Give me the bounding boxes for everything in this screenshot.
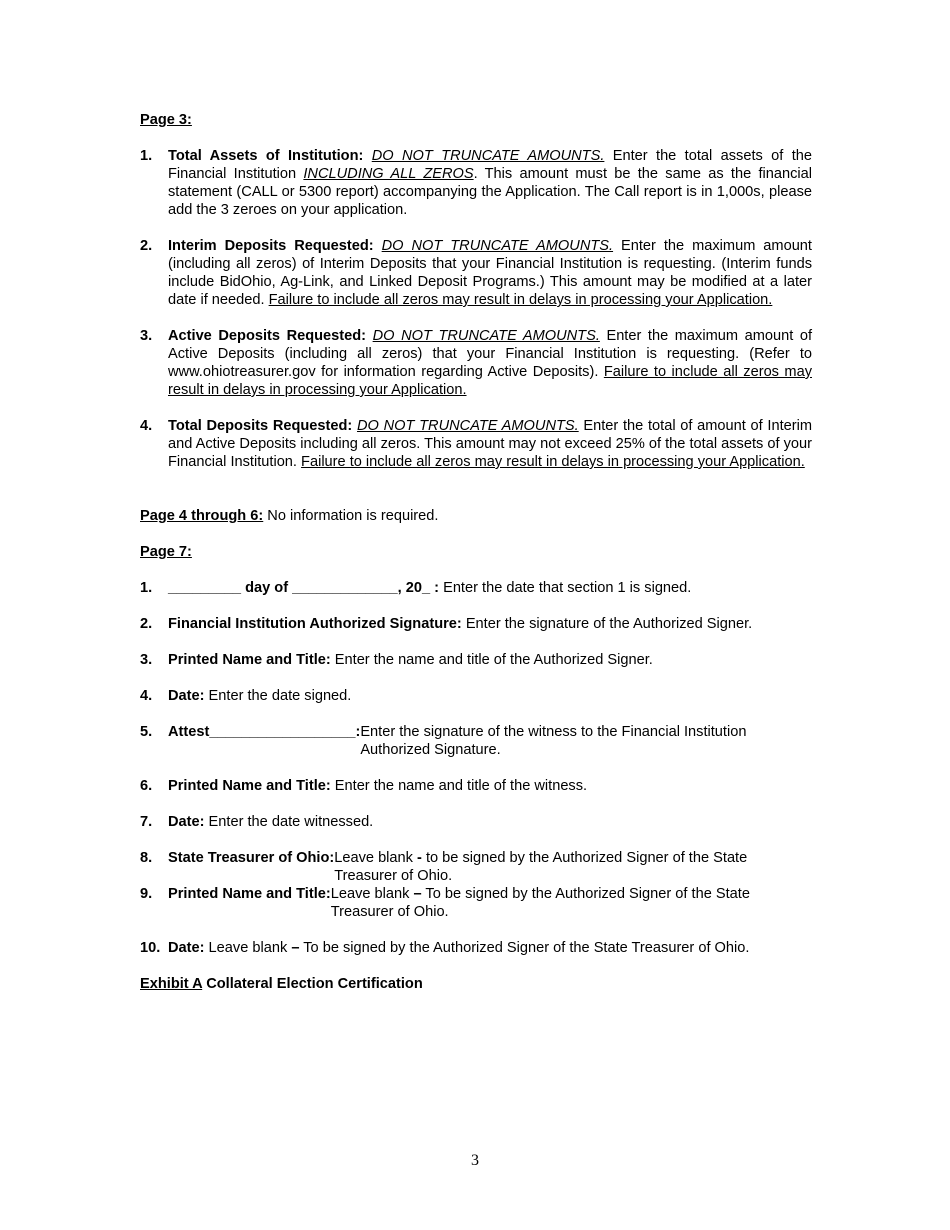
list-item xyxy=(140,327,812,399)
item-text: Enter the maximum amount (including all zeros) of Interim Deposits that your Financial Institution is requesting. (Interim funds include BidOhio, Ag-Link, and Linked Deposit Programs.) This amount may be modified at a later date if needed. xyxy=(168,238,812,308)
page-number: 3 xyxy=(471,1152,479,1169)
item-title: Total Deposits Requested: xyxy=(168,418,353,434)
item-dash: - xyxy=(417,850,422,866)
item-title: Interim Deposits Requested: xyxy=(168,238,374,254)
exhibit-label: Exhibit A xyxy=(140,976,203,992)
item-text-part: Leave blank xyxy=(334,850,418,866)
item-number: 4. xyxy=(140,418,153,434)
list-item xyxy=(140,417,812,471)
exhibit-title: Collateral Election Certification xyxy=(202,976,423,992)
item-number: 4. xyxy=(140,688,153,704)
item-number: 3. xyxy=(140,652,153,668)
page3-heading: Page 3: xyxy=(140,112,192,128)
item-label: Attest__________________: xyxy=(168,724,361,740)
page4to6-heading: Page 4 through 6: xyxy=(140,508,264,524)
list-item xyxy=(140,813,812,831)
item-text: . This amount must be the same as the financial statement (CALL or 5300 report) accompanying the Application. The Call report is in 1,000s, please add the 3 zeroes on your application. xyxy=(168,166,812,218)
item-text: Enter the maximum amount of Active Deposits (including all zeros) that your Financial Institution is requesting. (Refer to www.ohiotreasurer.gov for information regarding Active Deposits). xyxy=(168,328,812,380)
item-label: _________ day of _____________, 20_ : xyxy=(168,580,440,596)
item-warning: DO NOT TRUNCATE AMOUNTS. xyxy=(381,238,614,254)
item-label: Financial Institution Authorized Signature: xyxy=(168,616,462,632)
list-item xyxy=(140,885,812,921)
item-dash: – xyxy=(291,940,300,956)
item-text xyxy=(331,885,794,921)
item-warning: DO NOT TRUNCATE AMOUNTS. xyxy=(372,328,600,344)
item-emphasis: INCLUDING ALL ZEROS xyxy=(303,166,474,182)
list-item xyxy=(140,687,812,705)
page4to6-paragraph xyxy=(140,507,812,525)
item-text: Enter the date signed. xyxy=(204,688,352,704)
item-dash: – xyxy=(413,886,422,902)
item-text: Enter the signature of the witness to the Financial Institution Authorized Signature. xyxy=(360,724,747,758)
item-note: Failure to include all zeros may result in delays in processing your Application. xyxy=(268,292,773,308)
item-number: 2. xyxy=(140,616,153,632)
list-item xyxy=(140,939,812,957)
item-number: 7. xyxy=(140,814,153,830)
item-number: 10. xyxy=(140,940,161,956)
item-number: 2. xyxy=(140,238,153,254)
list-item xyxy=(140,615,812,633)
list-item xyxy=(140,723,812,759)
list-item xyxy=(140,579,812,597)
item-warning: DO NOT TRUNCATE AMOUNTS. xyxy=(371,148,605,164)
item-text-part: Leave blank xyxy=(204,940,292,956)
list-item xyxy=(140,777,812,795)
item-text-part: To be signed by the Authorized Signer of the State Treasurer of Ohio. xyxy=(330,886,750,920)
list-item xyxy=(140,651,812,669)
item-label: Date: xyxy=(168,940,205,956)
item-note: Failure to include all zeros may result in delays in processing your Application. xyxy=(168,364,812,398)
item-note: Failure to include all zeros may result in delays in processing your Application. xyxy=(301,454,805,470)
item-number: 9. xyxy=(140,886,153,902)
item-text-part: To be signed by the Authorized Signer of the State Treasurer of Ohio. xyxy=(299,940,750,956)
item-number: 1. xyxy=(140,580,153,596)
item-text xyxy=(334,849,790,885)
item-title: Active Deposits Requested: xyxy=(168,328,367,344)
item-text-part: Leave blank xyxy=(330,886,414,902)
item-number: 6. xyxy=(140,778,153,794)
item-number: 5. xyxy=(140,724,153,740)
item-label: Printed Name and Title: xyxy=(168,778,331,794)
list-item xyxy=(140,147,812,219)
item-title: Total Assets of Institution: xyxy=(168,148,364,164)
page7-heading: Page 7: xyxy=(140,544,192,560)
list-item xyxy=(140,237,812,309)
page3-list xyxy=(140,147,812,471)
item-text: Enter the signature of the Authorized Signer. xyxy=(461,616,753,632)
exhibit-line xyxy=(140,975,812,993)
item-text: Enter the total of amount of Interim and Active Deposits including all zeros. This amount may not exceed 25% of the total assets of your Financial Institution. xyxy=(168,418,813,470)
page7-list xyxy=(140,579,812,957)
item-number: 8. xyxy=(140,850,153,866)
item-warning: DO NOT TRUNCATE AMOUNTS. xyxy=(357,418,579,434)
item-label: State Treasurer of Ohio: xyxy=(168,850,335,866)
item-text: Enter the total assets of the Financial Institution xyxy=(168,148,812,182)
item-label: Date: xyxy=(168,688,205,704)
item-text: Enter the name and title of the witness. xyxy=(330,778,588,794)
instructions-page xyxy=(140,111,812,993)
item-text: Enter the date witnessed. xyxy=(204,814,374,830)
item-label: Printed Name and Title: xyxy=(168,652,331,668)
item-label: Printed Name and Title: xyxy=(168,886,331,902)
item-label: Date: xyxy=(168,814,205,830)
list-item xyxy=(140,849,812,885)
page4to6-text: No information is required. xyxy=(263,508,439,524)
item-text: Enter the date that section 1 is signed. xyxy=(439,580,692,596)
item-number: 1. xyxy=(140,148,153,164)
item-text: Enter the name and title of the Authorized Signer. xyxy=(330,652,653,668)
item-text-part: to be signed by the Authorized Signer of the State Treasurer of Ohio. xyxy=(334,850,748,884)
item-number: 3. xyxy=(140,328,153,344)
